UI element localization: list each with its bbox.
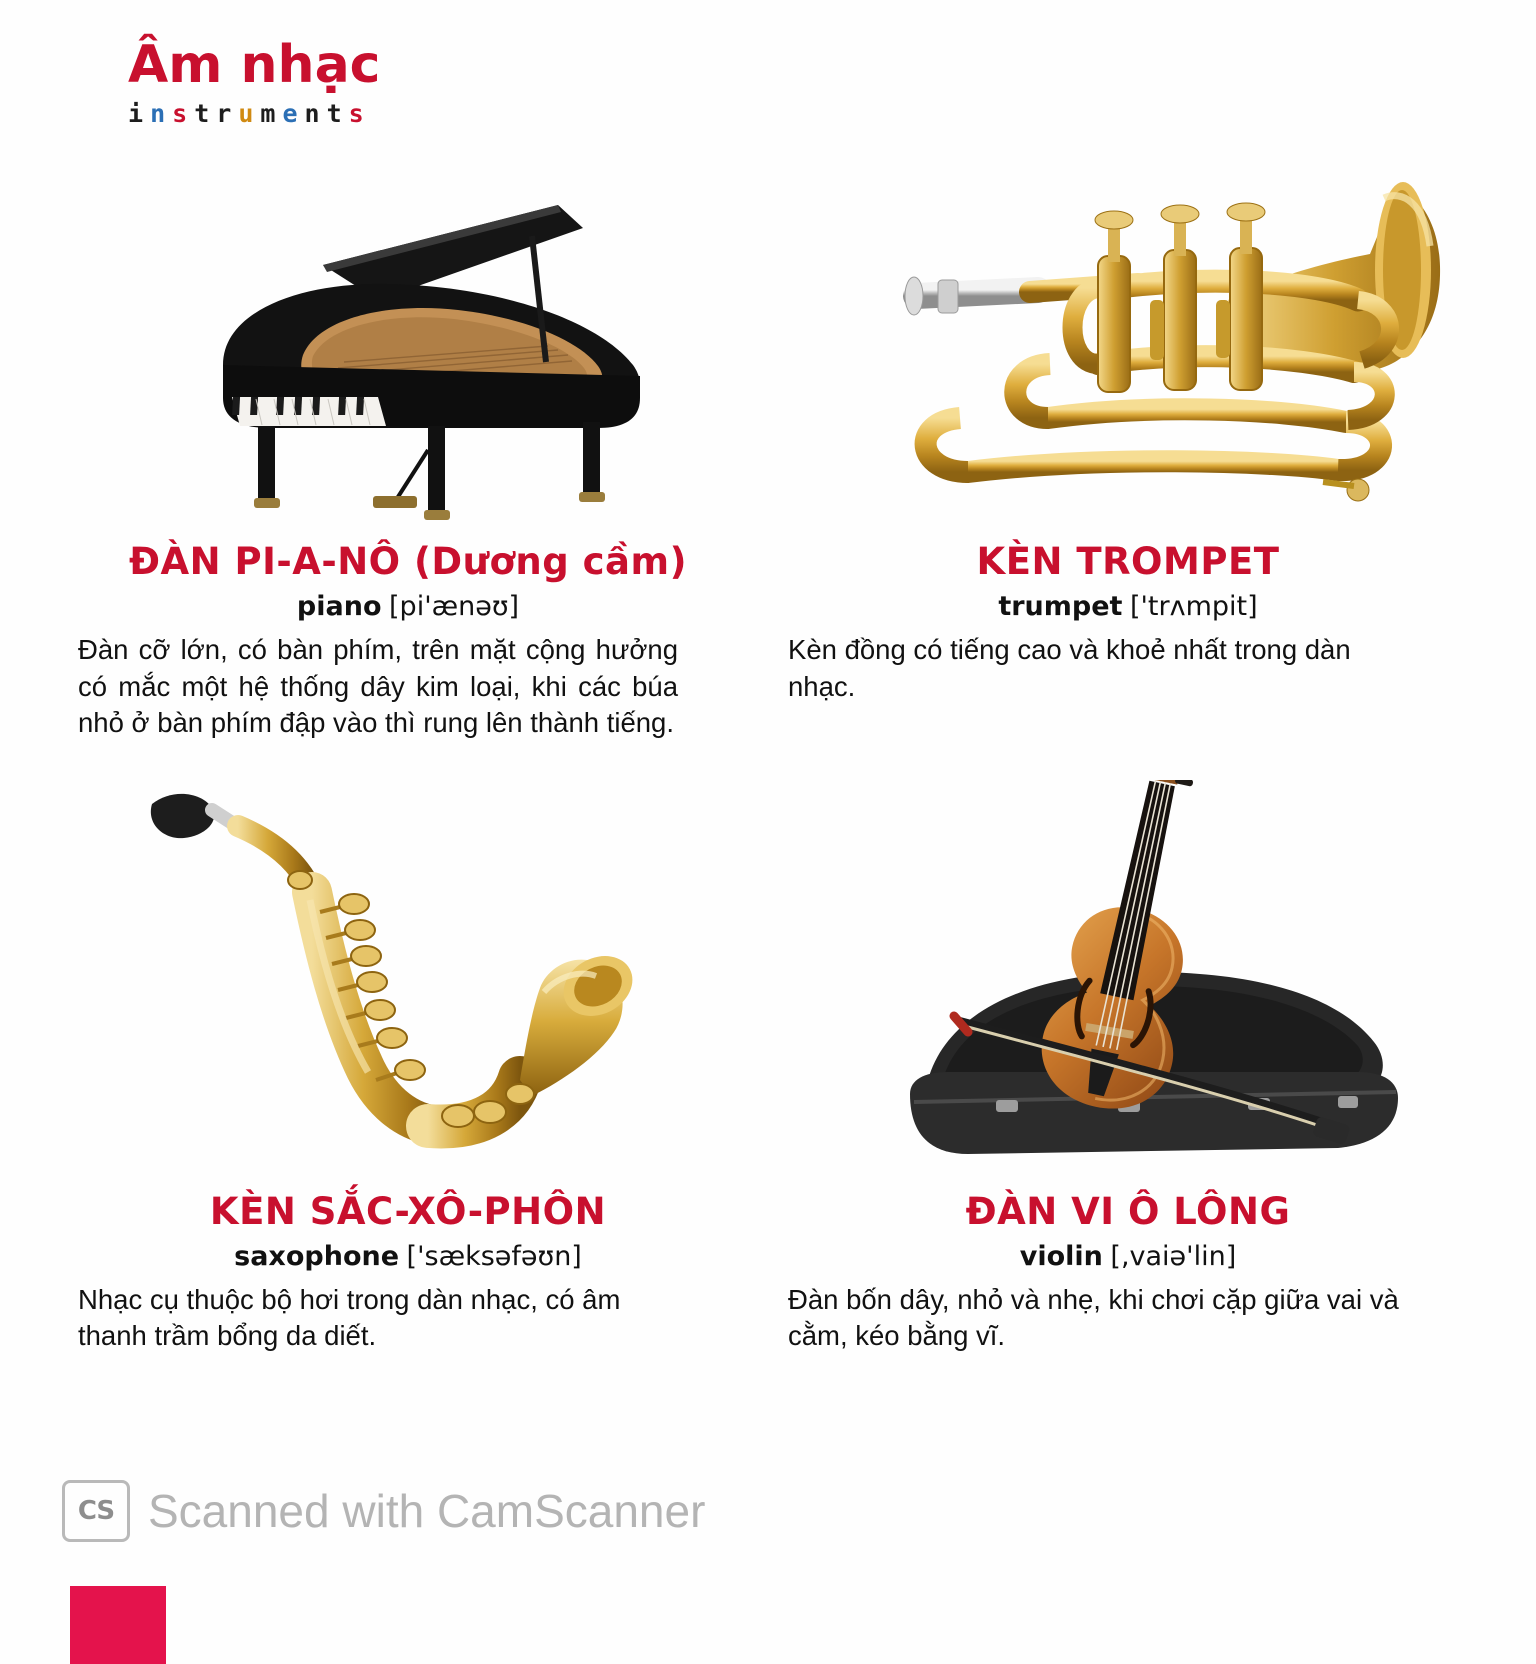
entry-card-piano bbox=[58, 150, 758, 742]
page-subtitle bbox=[128, 99, 380, 128]
entry-term-en: violin bbox=[1019, 1240, 1103, 1272]
saxophone-illustration bbox=[58, 780, 758, 1180]
subtitle-letter: i bbox=[128, 98, 151, 128]
entry-ipa: [pi'ænəʊ] bbox=[389, 591, 520, 622]
subtitle-letter: t bbox=[194, 98, 217, 128]
entry-term-vi: ĐÀN PI-A-NÔ (Dương cầm) bbox=[129, 540, 687, 583]
page-title: Âm nhạc bbox=[128, 35, 381, 95]
subtitle-letter: n bbox=[304, 98, 327, 128]
subtitle-letter: m bbox=[260, 98, 283, 128]
entry-pronunciation bbox=[58, 591, 758, 622]
entry-card-violin bbox=[778, 780, 1478, 1355]
trumpet-illustration bbox=[778, 150, 1478, 530]
entry-term-en: trumpet bbox=[998, 591, 1123, 622]
entry-term-vi: ĐÀN VI Ô LÔNG bbox=[965, 1189, 1291, 1233]
subtitle-letter: t bbox=[326, 98, 349, 128]
subtitle-letter: r bbox=[216, 98, 239, 128]
page-header bbox=[128, 35, 381, 128]
camscanner-logo-icon: CS bbox=[62, 1480, 130, 1542]
camscanner-watermark bbox=[62, 1480, 705, 1542]
entry-term-en: piano bbox=[296, 591, 382, 622]
entry-term-vi: KÈN TROMPET bbox=[976, 540, 1280, 583]
entry-pronunciation bbox=[778, 1241, 1478, 1272]
camscanner-watermark-text: Scanned with CamScanner bbox=[148, 1485, 706, 1537]
subtitle-letter: n bbox=[150, 98, 173, 128]
entry-ipa: [,vaiə'lin] bbox=[1110, 1240, 1237, 1272]
page-corner-tab bbox=[70, 1586, 166, 1664]
grand-piano-illustration bbox=[58, 150, 758, 530]
subtitle-letter: s bbox=[172, 98, 195, 128]
entry-pronunciation bbox=[58, 1241, 758, 1272]
entry-description: Nhạc cụ thuộc bộ hơi trong dàn nhạc, có âm thanh trầm bổng da diết. bbox=[78, 1283, 621, 1352]
violin-with-case-illustration bbox=[778, 780, 1478, 1180]
subtitle-letter: s bbox=[348, 98, 371, 128]
entry-row bbox=[0, 780, 1536, 1355]
entry-pronunciation bbox=[778, 591, 1478, 622]
entry-term-en: saxophone bbox=[234, 1240, 400, 1272]
entry-ipa: ['trʌmpit] bbox=[1129, 591, 1258, 622]
entry-ipa: ['sæksəfəʊn] bbox=[406, 1240, 582, 1272]
entry-description: Đàn bốn dây, nhỏ và nhẹ, khi chơi cặp giữa vai và cằm, kéo bằng vĩ. bbox=[788, 1283, 1399, 1352]
subtitle-letter: u bbox=[238, 98, 261, 128]
entry-row bbox=[0, 150, 1536, 742]
entry-description: Kèn đồng có tiếng cao và khoẻ nhất trong dàn nhạc. bbox=[788, 634, 1351, 702]
subtitle-letter: e bbox=[282, 98, 305, 128]
entry-grid bbox=[0, 150, 1536, 1355]
entry-card-trumpet bbox=[778, 150, 1478, 742]
entry-term-vi: KÈN SẮC-XÔ-PHÔN bbox=[209, 1189, 607, 1233]
entry-card-saxophone bbox=[58, 780, 758, 1355]
entry-description: Đàn cỡ lớn, có bàn phím, trên mặt cộng hưởng có mắc một hệ thống dây kim loại, khi các búa nhỏ ở bàn phím đập vào thì rung lên thành tiếng. bbox=[78, 634, 678, 739]
